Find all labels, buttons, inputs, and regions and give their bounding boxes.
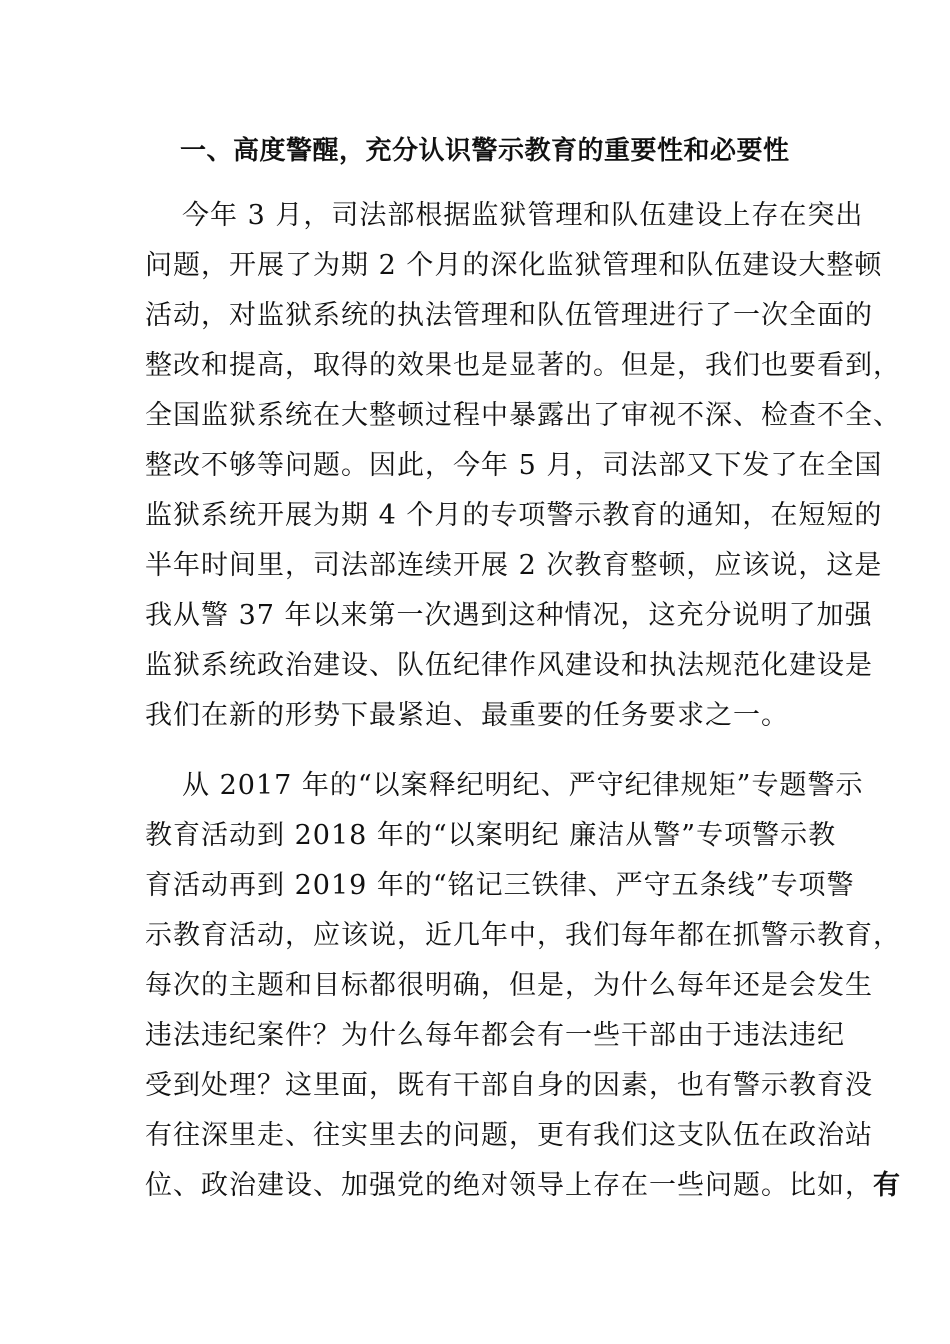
paragraph-line: 违法违纪案件？为什么每年都会有一些干部由于违法违纪 [145,1020,845,1051]
paragraph-line: 活动，对监狱系统的执法管理和队伍管理进行了一次全面的 [145,300,873,331]
paragraph-line: 我从警 37 年以来第一次遇到这种情况，这充分说明了加强 [145,600,873,631]
bold-emphasis-text: 有 [873,1170,901,1201]
paragraph-line: 监狱系统政治建设、队伍纪律作风建设和执法规范化建设是 [145,650,873,681]
paragraph-line: 监狱系统开展为期 4 个月的专项警示教育的通知，在短短的 [145,500,883,531]
paragraph-line: 有往深里走、往实里去的问题，更有我们这支队伍在政治站 [145,1120,873,1151]
paragraph-line: 全国监狱系统在大整顿过程中暴露出了审视不深、检查不全、 [145,400,901,431]
paragraph-line: 半年时间里，司法部连续开展 2 次教育整顿，应该说，这是 [145,550,883,581]
paragraph-line: 整改和提高，取得的效果也是显著的。但是，我们也要看到， [145,350,901,381]
paragraph-line-last [145,1166,901,1206]
paragraph-line: 问题，开展了为期 2 个月的深化监狱管理和队伍建设大整顿 [145,250,883,281]
paragraph-line: 育活动再到 2019 年的“铭记三铁律、严守五条线”专项警 [145,870,855,901]
paragraph-line: 我们在新的形势下最紧迫、最重要的任务要求之一。 [145,700,789,731]
paragraph-line: 整改不够等问题。因此，今年 5 月，司法部又下发了在全国 [145,450,883,481]
paragraph-line: 受到处理？这里面，既有干部自身的因素，也有警示教育没 [145,1070,873,1101]
paragraph-line: 今年 3 月，司法部根据监狱管理和队伍建设上存在突出 [182,200,864,231]
paragraph-line: 示教育活动，应该说，近几年中，我们每年都在抓警示教育， [145,920,901,951]
paragraph-line-text: 位、政治建设、加强党的绝对领导上存在一些问题。比如， [145,1170,873,1201]
paragraph-line: 从 2017 年的“以案释纪明纪、严守纪律规矩”专题警示 [182,770,864,801]
paragraph-line: 每次的主题和目标都很明确，但是，为什么每年还是会发生 [145,970,873,1001]
paragraph-line: 教育活动到 2018 年的“以案明纪 廉洁从警”专项警示教 [145,820,837,851]
section-heading: 一、高度警醒，充分认识警示教育的重要性和必要性 [180,136,790,166]
